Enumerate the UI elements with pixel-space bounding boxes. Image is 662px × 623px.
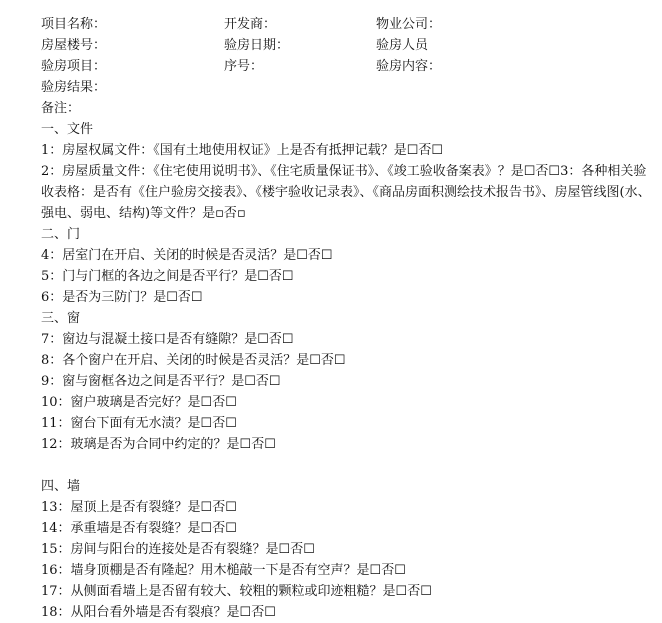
building-number-label: 房屋楼号： xyxy=(41,38,107,53)
section-heading-windows: 三、窗 xyxy=(41,311,81,326)
list-item: 9：窗与窗框各边之间是否平行？是☐否☐ xyxy=(41,374,281,389)
header-row-3 xyxy=(41,56,651,77)
list-item: 13：屋顶上是否有裂缝？是☐否☐ xyxy=(41,500,237,515)
section-heading-walls: 四、墙 xyxy=(41,479,81,494)
list-item: 18：从阳台看外墙是否有裂痕？是☐否☐ xyxy=(41,605,276,620)
remarks-label: 备注： xyxy=(41,101,81,116)
project-name-label: 项目名称： xyxy=(41,17,107,32)
list-item: 7：窗边与混凝土接口是否有缝隙？是☐否☐ xyxy=(41,332,294,347)
list-item: 14：承重墙是否有裂缝？是☐否☐ xyxy=(41,521,237,536)
list-item: 17：从侧面看墙上是否留有较大、较粗的颗粒或印迹粗糙？是☐否☐ xyxy=(41,584,432,599)
list-item: 15：房间与阳台的连接处是否有裂缝？是☐否☐ xyxy=(41,542,315,557)
inspection-content-label: 验房内容： xyxy=(376,59,442,74)
header-row-1 xyxy=(41,14,651,35)
header-row-2 xyxy=(41,35,651,56)
serial-number-label: 序号： xyxy=(224,59,264,74)
list-item: 16：墙身顶棚是否有隆起？用木槌敲一下是否有空声？是☐否☐ xyxy=(41,563,406,578)
list-item: 2：房屋质量文件：《住宅使用说明书》、《住宅质量保证书》、《竣工验收备案表》？是☐否☐3：各种相关验收表格：是否有《住户验房交接表》、《楼宇验收记录表》、《商品房面积测绘技术报告书》、房屋管线图(水、强电、弱电、结构)等文件？是▫否▫ xyxy=(41,164,651,221)
property-company-label: 物业公司： xyxy=(376,17,442,32)
inspection-document xyxy=(41,14,651,623)
section-heading-doors: 二、门 xyxy=(41,227,81,242)
inspection-result-label: 验房结果： xyxy=(41,80,107,95)
developer-label: 开发商： xyxy=(224,17,277,32)
inspector-label: 验房人员 xyxy=(376,38,429,53)
list-item: 6：是否为三防门？是☐否☐ xyxy=(41,290,203,305)
list-item: 12：玻璃是否为合同中约定的？是☐否☐ xyxy=(41,437,276,452)
list-item: 1：房屋权属文件：《国有土地使用权证》上是否有抵押记载？是☐否☐ xyxy=(41,143,444,158)
list-item: 4：居室门在开启、关闭的时候是否灵活？是☐否☐ xyxy=(41,248,333,263)
list-item: 8：各个窗户在开启、关闭的时候是否灵活？是☐否☐ xyxy=(41,353,346,368)
inspection-date-label: 验房日期： xyxy=(224,38,290,53)
blank-line xyxy=(41,455,651,476)
inspection-item-label: 验房项目： xyxy=(41,59,107,74)
list-item: 10：窗户玻璃是否完好？是☐否☐ xyxy=(41,395,237,410)
list-item: 11：窗台下面有无水渍？是☐否☐ xyxy=(41,416,237,431)
list-item: 5：门与门框的各边之间是否平行？是☐否☐ xyxy=(41,269,294,284)
section-heading-documents: 一、文件 xyxy=(41,122,94,137)
